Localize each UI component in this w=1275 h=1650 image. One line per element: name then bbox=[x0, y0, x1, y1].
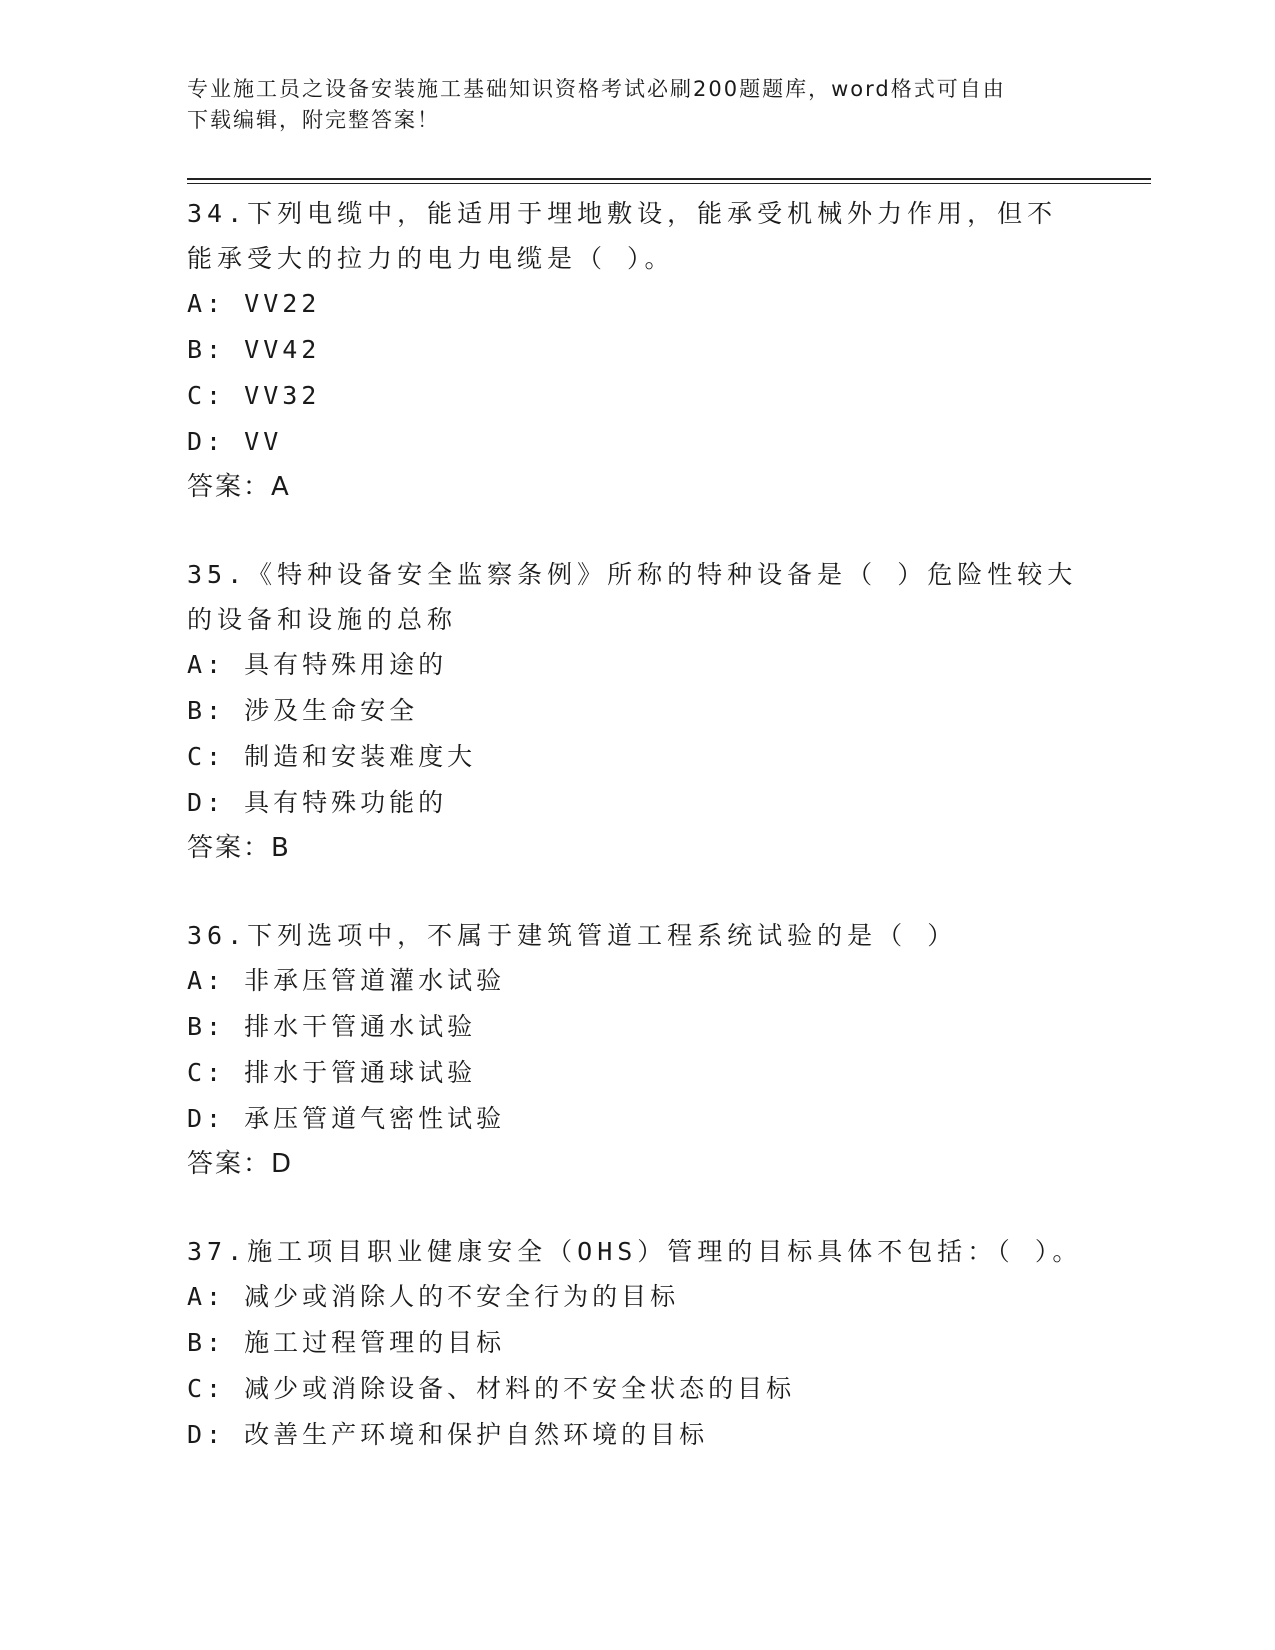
question-text: 37.施工项目职业健康安全（OHS）管理的目标具体不包括：（ ）。 bbox=[187, 1237, 1083, 1266]
question-list bbox=[187, 191, 1147, 1501]
answer: 答案：B bbox=[187, 833, 291, 863]
option-b: B: VV42 bbox=[187, 335, 321, 364]
option-c: C: 排水于管通球试验 bbox=[187, 1058, 477, 1087]
header-title-line-2: 下载编辑，附完整答案！ bbox=[187, 108, 440, 132]
option-c: C: 制造和安装难度大 bbox=[187, 742, 477, 771]
answer: 答案：A bbox=[187, 472, 291, 502]
header-title-line-1: 专业施工员之设备安装施工基础知识资格考试必刷200题题库，word格式可自由 bbox=[187, 77, 1006, 101]
question-34 bbox=[187, 191, 1147, 509]
option-a: A: 减少或消除人的不安全行为的目标 bbox=[187, 1282, 680, 1311]
question-text: 36.下列选项中，不属于建筑管道工程系统试验的是（ ） bbox=[187, 921, 958, 950]
question-text: 34.下列电缆中，能适用于埋地敷设，能承受机械外力作用，但不能承受大的拉力的电力电缆是（ ）。 bbox=[187, 199, 1058, 273]
option-b: B: 涉及生命安全 bbox=[187, 696, 419, 725]
question-36 bbox=[187, 913, 1147, 1186]
option-d: D: VV bbox=[187, 427, 283, 456]
option-a: A: 非承压管道灌水试验 bbox=[187, 966, 506, 995]
header-divider-thin bbox=[187, 183, 1151, 184]
option-d: D: 承压管道气密性试验 bbox=[187, 1104, 506, 1133]
option-b: B: 施工过程管理的目标 bbox=[187, 1328, 506, 1357]
option-d: D: 具有特殊功能的 bbox=[187, 788, 448, 817]
answer: 答案：D bbox=[187, 1149, 294, 1179]
option-d: D: 改善生产环境和保护自然环境的目标 bbox=[187, 1420, 709, 1449]
document-header bbox=[187, 74, 1087, 136]
question-35 bbox=[187, 552, 1147, 870]
option-a: A: VV22 bbox=[187, 289, 321, 318]
option-c: C: 减少或消除设备、材料的不安全状态的目标 bbox=[187, 1374, 796, 1403]
question-text: 35.《特种设备安全监察条例》所称的特种设备是（ ）危险性较大的设备和设施的总称 bbox=[187, 560, 1078, 634]
option-b: B: 排水干管通水试验 bbox=[187, 1012, 477, 1041]
question-37 bbox=[187, 1229, 1147, 1458]
option-c: C: VV32 bbox=[187, 381, 321, 410]
header-divider-thick bbox=[187, 178, 1151, 180]
option-a: A: 具有特殊用途的 bbox=[187, 650, 448, 679]
